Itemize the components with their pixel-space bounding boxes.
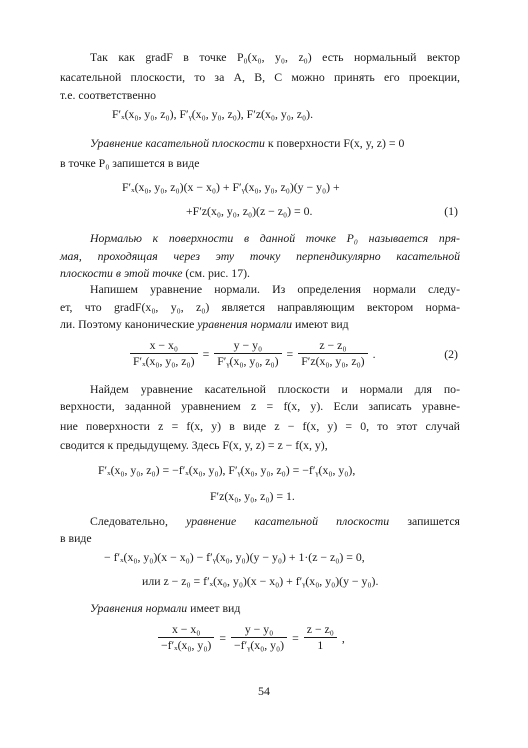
para6-line1 <box>60 513 460 529</box>
equals-sign: = <box>202 346 210 361</box>
equation-normal-comma: , <box>341 630 345 645</box>
equation-tangent-line2: или z − z₀ = f′ₓ(x₀, y₀)(x − x₀) + f′ᵧ(x₀, y₀)(y − y₀). <box>142 574 379 588</box>
fraction-x <box>130 338 198 369</box>
para7-line1 <box>60 600 460 616</box>
para3-line3 <box>60 265 460 281</box>
fraction-y-denominator: F′ᵧ(x₀, y₀, z₀) <box>217 354 279 368</box>
normal-fraction-y <box>231 622 287 653</box>
para1-line2: касательной плоскости, то за A, B, C можно принять его проекции, <box>60 70 460 84</box>
fraction-y <box>214 338 281 369</box>
para4-line2: ет, что gradF(x₀, y₀, z₀) является направляющим вектором норма- <box>60 300 460 314</box>
equation-projections: F′ₓ(x₀, y₀, z₀), F′ᵧ(x₀, y₀, z₀), F′z(x₀, y₀, z₀). <box>112 107 314 121</box>
equation-1-line2: +F′z(x₀, y₀, z₀)(z − z₀) = 0. <box>186 204 313 218</box>
equation-2-period: . <box>372 346 376 361</box>
equals-sign: = <box>219 630 227 645</box>
equation-partials-line2: F′z(x₀, y₀, z₀) = 1. <box>210 489 295 503</box>
para4-line3-end: имеют вид <box>292 317 349 331</box>
para1-line3: т.е. соответственно <box>60 88 157 102</box>
fraction-z-numerator: z − z₀ <box>298 338 367 354</box>
para3-line2: мая, проходящая через эту точку перпендикулярно касательной <box>60 249 460 263</box>
normal-fraction-y-denominator: −f′ᵧ(x₀, y₀) <box>234 638 285 652</box>
para4-line1: Напишем уравнение нормали. Из определения нормали следу- <box>90 282 460 296</box>
para3-line1: Нормалью к поверхности в данной точке P₀ называется пря- <box>90 231 460 245</box>
normal-fraction-y-numerator: y − y₀ <box>231 622 287 638</box>
fraction-z-denominator: F′z(x₀, y₀, z₀) <box>301 354 365 368</box>
normal-fraction-x <box>158 622 214 653</box>
term-normal-definition-end: плоскости в этой точке <box>60 266 183 280</box>
equals-sign: = <box>292 630 299 645</box>
para7-line1-rest: имеет вид <box>187 601 241 615</box>
term-normal-equations-2: Уравнения нормали <box>90 601 188 615</box>
para4-line3-start: ли. Поэтому канонические <box>60 317 198 331</box>
para2-line1 <box>60 135 460 151</box>
term-normal-equations: уравнения нормали <box>197 317 293 331</box>
para2-line2: в точке P₀ запишется в виде <box>60 156 200 170</box>
para5-line2: верхности, заданной уравнением z = f(x, y). Если записать уравне- <box>60 399 460 413</box>
normal-fraction-x-denominator: −f′ₓ(x₀, y₀) <box>161 638 212 652</box>
term-tangent-plane-equation-2: уравнение касательной плоскости <box>186 514 390 528</box>
para1-line1: Так как gradF в точке P₀(x₀, y₀, z₀) есть нормальный вектор <box>90 50 460 64</box>
equation-1-number: (1) <box>444 204 458 218</box>
normal-fraction-z-denominator: 1 <box>317 638 324 652</box>
equation-partials-line1: F′ₓ(x₀, y₀, z₀) = −f′ₓ(x₀, y₀), F′ᵧ(x₀, y₀, z₀) = −f′ᵧ(x₀, y₀), <box>98 463 356 477</box>
para5-line4: сводится к предыдущему. Здесь F(x, y, z) = z − f(x, y), <box>60 438 328 452</box>
normal-fraction-x-numerator: x − x₀ <box>158 622 214 638</box>
fraction-y-numerator: y − y₀ <box>214 338 281 354</box>
page-number: 54 <box>258 684 270 698</box>
equals-sign: = <box>286 346 294 361</box>
equation-normal <box>156 622 348 653</box>
para6-line1-start: Следовательно, <box>90 514 187 528</box>
fraction-x-numerator: x − x₀ <box>130 338 198 354</box>
para6-line2: в виде <box>60 531 92 545</box>
para2-line1-rest: к поверхности F(x, y, z) = 0 <box>264 136 405 150</box>
para5-line1: Найдем уравнение касательной плоскости и нормали для по- <box>90 382 460 396</box>
equation-tangent-line1: − f′ₓ(x₀, y₀)(x − x₀) − f′ᵧ(x₀, y₀)(y − y₀) + 1·(z − z₀) = 0, <box>104 550 365 564</box>
para4-line3 <box>60 316 460 332</box>
normal-fraction-z-numerator: z − z₀ <box>304 622 337 638</box>
para6-line1-end: запишется <box>389 514 460 528</box>
para3-line3-rest: (см. рис. 17). <box>182 266 250 280</box>
equation-2 <box>128 338 379 369</box>
fraction-z <box>298 338 367 369</box>
term-tangent-plane-equation: Уравнение касательной плоскости <box>90 136 265 150</box>
fraction-x-denominator: F′ₓ(x₀, y₀, z₀) <box>133 354 195 368</box>
equation-1-line1: F′ₓ(x₀, y₀, z₀)(x − x₀) + F′ᵧ(x₀, y₀, z₀)(y − y₀) + <box>122 180 340 194</box>
para5-line3: ние поверхности z = f(x, y) в виде z − f(x, y) = 0, то этот случай <box>60 419 460 433</box>
normal-fraction-z <box>304 622 337 653</box>
equation-2-number: (2) <box>444 347 458 361</box>
